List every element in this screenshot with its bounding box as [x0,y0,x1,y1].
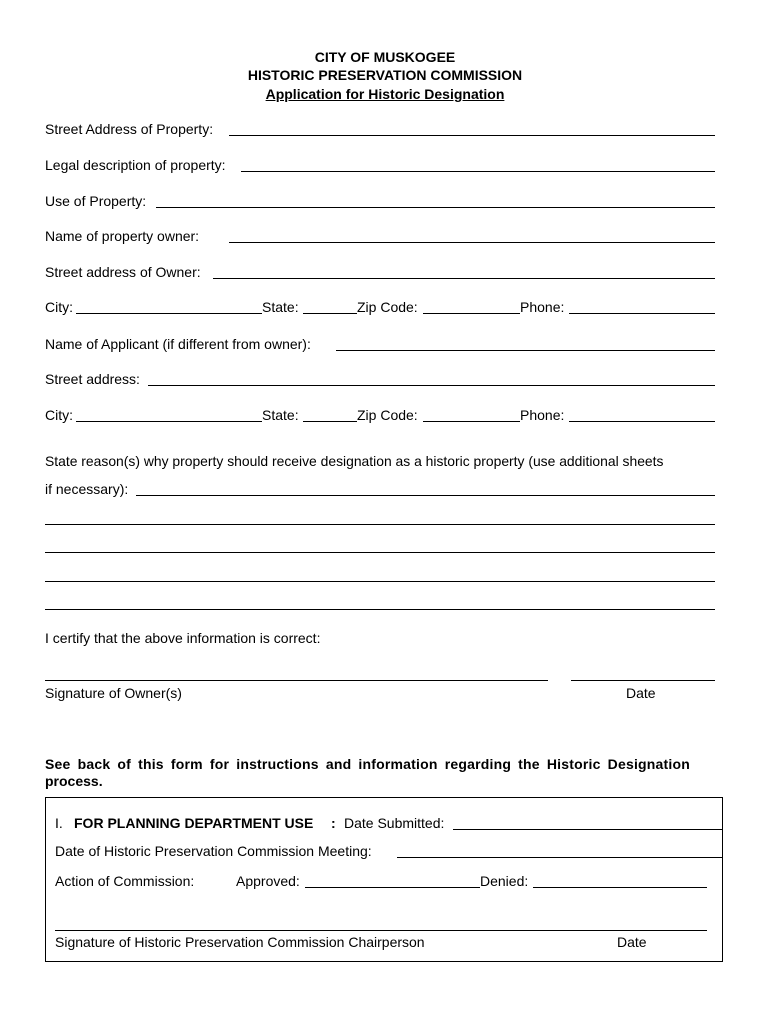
reason-line-2[interactable] [45,524,715,525]
reason-line-1[interactable] [136,495,715,496]
reason-line-3[interactable] [45,552,715,553]
chair-date-label: Date [617,934,647,950]
applicant-phone-label: Phone: [520,407,565,423]
owner-name-field[interactable] [229,242,715,243]
header-commission: HISTORIC PRESERVATION COMMISSION [247,67,523,83]
use-of-property-field[interactable] [156,207,715,208]
owner-signature-field[interactable] [45,680,548,681]
denied-label: Denied: [480,873,529,889]
form-title: Application for Historic Designation [265,86,505,102]
chair-signature-label: Signature of Historic Preservation Commission Chairperson [55,934,425,950]
applicant-zip-field[interactable] [423,421,520,422]
applicant-city-field[interactable] [76,421,262,422]
owner-date-field[interactable] [571,680,715,681]
owner-phone-field[interactable] [569,313,715,314]
denied-field[interactable] [533,887,707,888]
reason-prompt-continued: if necessary): [45,481,129,497]
date-submitted-label: Date Submitted: [344,815,445,831]
reason-prompt: State reason(s) why property should receive designation as a historic property (use additional sheets [45,453,664,469]
owner-name-label: Name of property owner: [45,228,200,244]
owner-zip-field[interactable] [423,313,520,314]
reason-line-5[interactable] [45,609,715,610]
approved-field[interactable] [305,887,480,888]
street-address-property-field[interactable] [229,135,715,136]
applicant-state-field[interactable] [303,421,357,422]
owner-zip-label: Zip Code: [357,299,418,315]
applicant-name-field[interactable] [336,350,715,351]
applicant-zip-label: Zip Code: [357,407,418,423]
owner-state-field[interactable] [303,313,357,314]
applicant-street-field[interactable] [148,385,715,386]
owner-state-label: State: [262,299,299,315]
header-city: CITY OF MUSKOGEE [314,49,456,65]
approved-label: Approved: [236,873,300,889]
owner-date-label: Date [626,685,656,701]
legal-description-field[interactable] [241,171,715,172]
applicant-state-label: State: [262,407,299,423]
back-of-form-note-continued: process. [45,773,103,789]
applicant-street-label: Street address: [45,371,140,387]
back-of-form-note: See back of this form for instructions and information regarding the Historic Designation [45,756,690,772]
planning-section-heading: FOR PLANNING DEPARTMENT USE [74,815,314,831]
legal-description-label: Legal description of property: [45,157,226,173]
owner-city-field[interactable] [76,313,262,314]
owner-signature-label: Signature of Owner(s) [45,685,182,701]
action-label: Action of Commission: [55,873,195,889]
date-submitted-field[interactable] [453,829,722,830]
certify-statement: I certify that the above information is correct: [45,630,321,646]
owner-street-label: Street address of Owner: [45,264,201,280]
street-address-property-label: Street Address of Property: [45,121,214,137]
planning-section-numeral: I. [55,815,63,831]
applicant-name-label: Name of Applicant (if different from owner): [45,336,311,352]
owner-street-field[interactable] [213,278,715,279]
meeting-date-label: Date of Historic Preservation Commission Meeting: [55,843,372,859]
use-of-property-label: Use of Property: [45,193,147,209]
applicant-city-label: City: [45,407,73,423]
owner-phone-label: Phone: [520,299,565,315]
reason-line-4[interactable] [45,581,715,582]
meeting-date-field[interactable] [397,857,722,858]
chair-signature-field[interactable] [55,930,707,931]
applicant-phone-field[interactable] [569,421,715,422]
owner-city-label: City: [45,299,73,315]
planning-heading-colon: : [331,815,336,831]
